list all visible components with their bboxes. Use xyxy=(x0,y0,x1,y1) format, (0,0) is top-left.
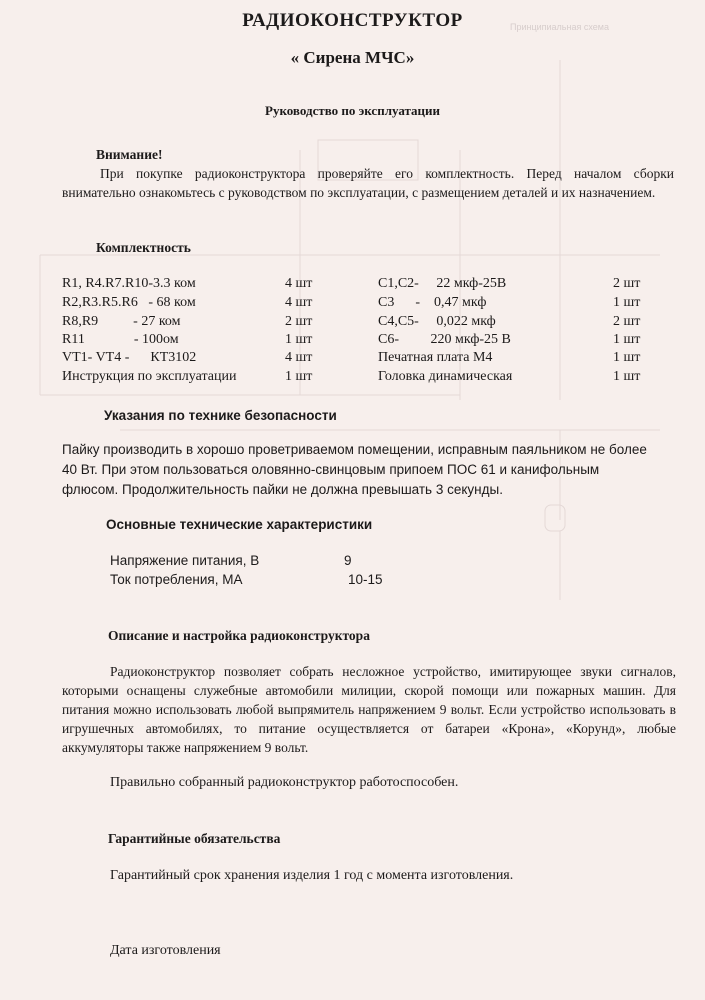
kit-left-qty-6: 1 шт xyxy=(285,369,313,384)
kit-left-qty-1: 4 шт xyxy=(285,276,313,291)
description-conclusion: Правильно собранный радиоконструктор работоспособен. xyxy=(110,775,459,790)
kit-right-item-4: С6- 220 мкф-25 В xyxy=(378,332,511,347)
safety-heading: Указания по технике безопасности xyxy=(104,408,337,423)
kit-right-qty-2: 1 шт xyxy=(613,295,641,310)
kit-right-qty-3: 2 шт xyxy=(613,314,641,329)
warranty-heading: Гарантийные обязательства xyxy=(108,831,281,846)
spec-voltage-label: Напряжение питания, В xyxy=(110,553,260,568)
kit-heading: Комплектность xyxy=(96,240,191,255)
spec-voltage-value: 9 xyxy=(344,553,352,568)
bleed-through-text: Принципиальная схема xyxy=(510,22,609,32)
kit-right-item-3: С4,С5- 0,022 мкф xyxy=(378,314,496,329)
safety-line-2: 40 Вт. При этом пользоваться оловянно-свинцовым припоем ПОС 61 и канифольным xyxy=(62,462,600,477)
kit-right-item-1: С1,С2- 22 мкф-25В xyxy=(378,276,507,291)
kit-left-item-4: R11 - 100ом xyxy=(62,332,179,347)
kit-right-item-6: Головка динамическая xyxy=(378,369,513,384)
kit-right-item-2: С3 - 0,47 мкф xyxy=(378,295,487,310)
warranty-text: Гарантийный срок хранения изделия 1 год с момента изготовления. xyxy=(110,868,514,883)
manual-heading: Руководство по эксплуатации xyxy=(265,103,440,118)
kit-left-item-6: Инструкция по эксплуатации xyxy=(62,369,237,384)
spec-current-value: 10-15 xyxy=(348,572,383,587)
kit-left-item-5: VT1- VT4 - КТ3102 xyxy=(62,350,197,365)
spec-current-label: Ток потребления, МА xyxy=(110,572,243,587)
kit-left-qty-2: 4 шт xyxy=(285,295,313,310)
kit-left-item-3: R8,R9 - 27 ком xyxy=(62,314,181,329)
kit-right-qty-1: 2 шт xyxy=(613,276,641,291)
description-text: Радиоконструктор позволяет собрать несложное устройство, имитирующее звуки сигналов, которыми оснащены служебные автомобили милиции, скорой помощи или пожарных машин. Для питания можно использовать любой выпрямитель напряжением 9 вольт. Если устройство использовать в игрушечных автомобилях, то питание осуществляется от батареи «Крона», «Корунд», любые аккумуляторы также напряжением 9 вольт. xyxy=(62,664,676,755)
kit-left-item-2: R2,R3.R5.R6 - 68 ком xyxy=(62,295,196,310)
document-subtitle: « Сирена МЧС» xyxy=(290,48,415,67)
attention-heading: Внимание! xyxy=(96,147,163,162)
kit-right-qty-4: 1 шт xyxy=(613,332,641,347)
kit-right-item-5: Печатная плата М4 xyxy=(378,350,493,365)
kit-left-qty-4: 1 шт xyxy=(285,332,313,347)
kit-left-item-1: R1, R4.R7.R10-3.3 ком xyxy=(62,276,196,291)
attention-text: При покупке радиоконструктора проверяйте его комплектность. Перед началом сборки внимательно ознакомьтесь с руководством по эксплуатации, с размещением деталей и их назначением. xyxy=(62,166,674,200)
kit-right-qty-6: 1 шт xyxy=(613,369,641,384)
description-heading: Описание и настройка радиоконструктора xyxy=(108,628,370,643)
safety-line-3: флюсом. Продолжительность пайки не должна превышать 3 секунды. xyxy=(62,482,503,497)
manufacture-date-label: Дата изготовления xyxy=(110,943,221,958)
specs-heading: Основные технические характеристики xyxy=(106,517,373,532)
kit-left-qty-5: 4 шт xyxy=(285,350,313,365)
document-title: РАДИОКОНСТРУКТОР xyxy=(242,10,463,31)
kit-left-qty-3: 2 шт xyxy=(285,314,313,329)
kit-right-qty-5: 1 шт xyxy=(613,350,641,365)
safety-line-1: Пайку производить в хорошо проветриваемом помещении, исправным паяльником не более xyxy=(62,442,647,457)
